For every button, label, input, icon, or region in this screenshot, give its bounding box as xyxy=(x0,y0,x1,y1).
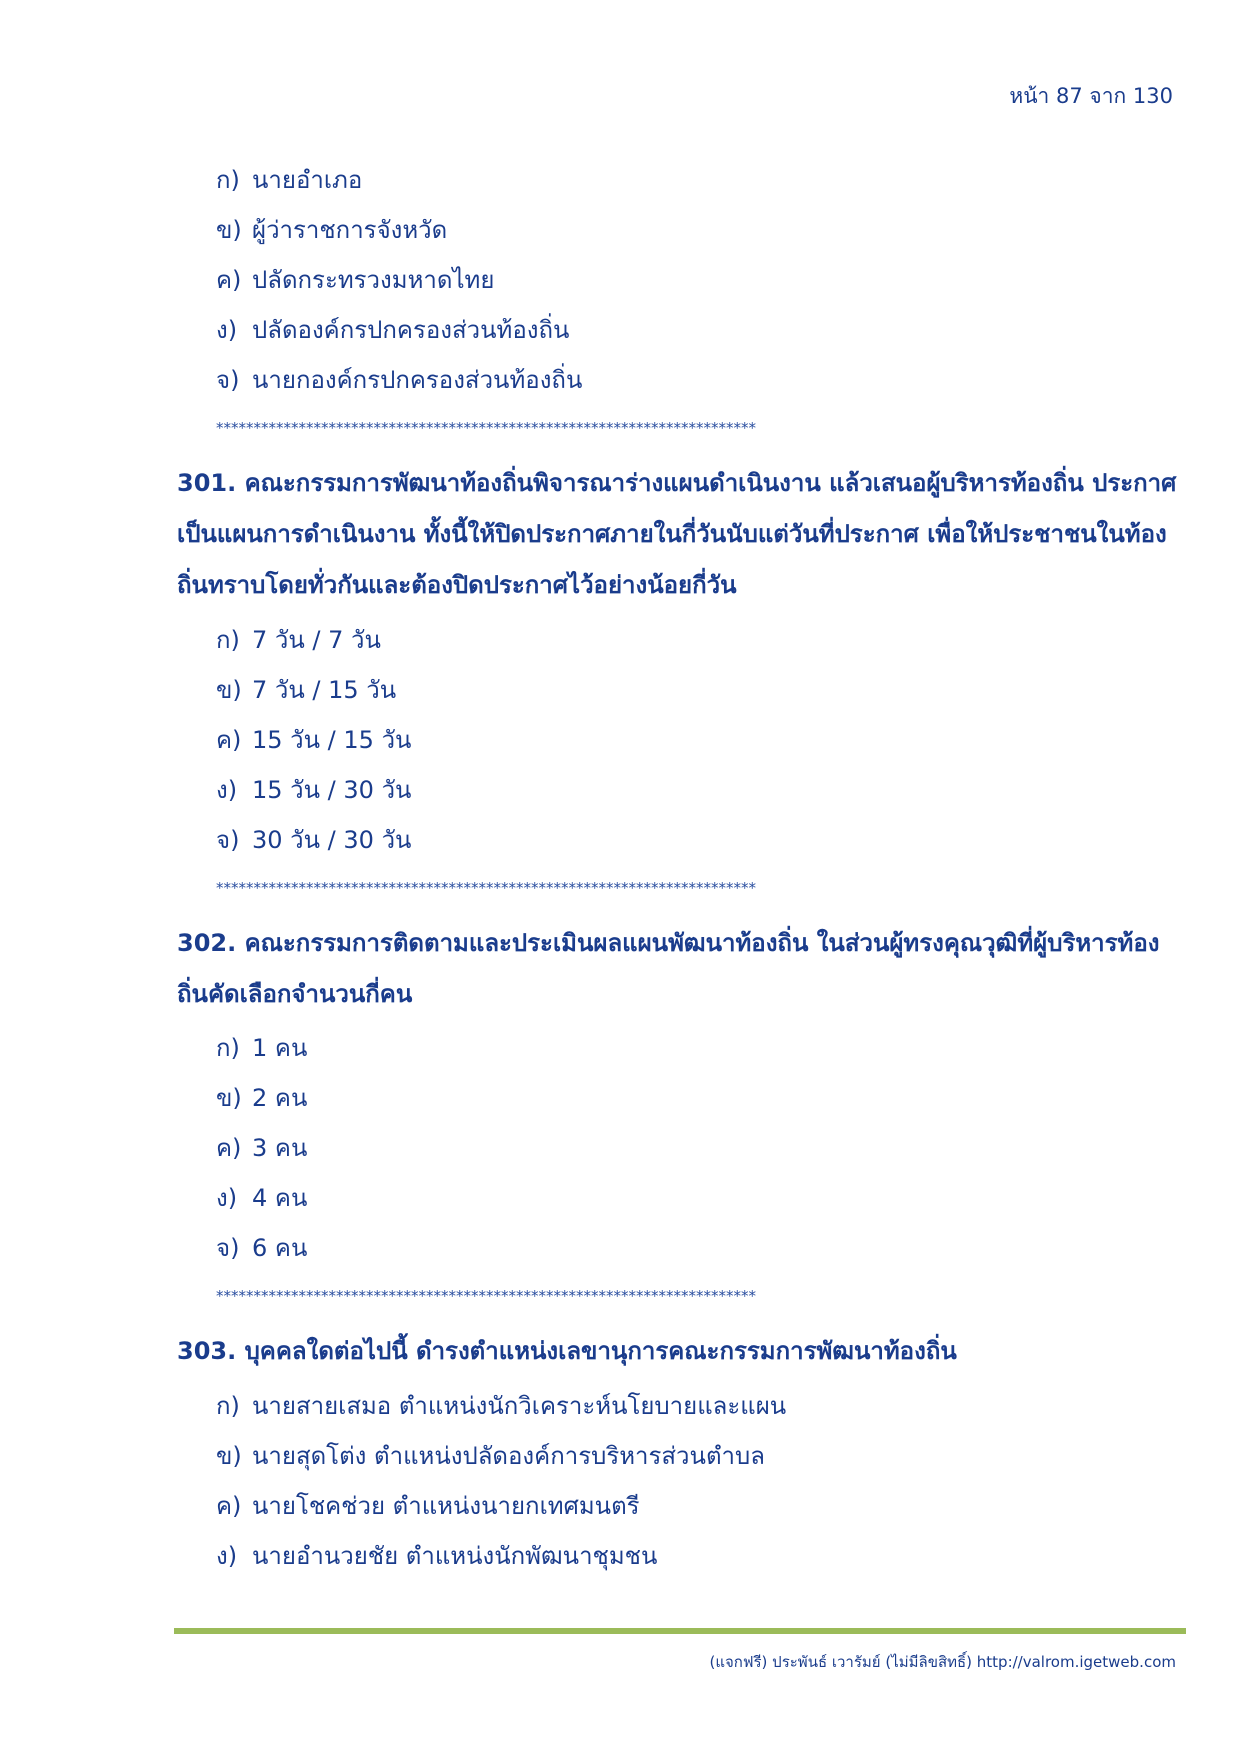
q301-option-c: ค) 15 วัน / 15 วัน xyxy=(216,726,412,754)
q303-option-c: ค) นายโชคช่วย ตำแหน่งนายกเทศมนตรี xyxy=(216,1492,640,1520)
q300-option-b: ข) ผู้ว่าราชการจังหวัด xyxy=(216,216,448,244)
q300-option-a: ก) นายอำเภอ xyxy=(216,166,363,194)
q303-option-d: ง) นายอำนวยชัย ตำแหน่งนักพัฒนาชุมชน xyxy=(216,1542,658,1570)
page-number: หน้า 87 จาก 130 xyxy=(1009,84,1173,108)
q301-option-d: ง) 15 วัน / 30 วัน xyxy=(216,776,412,804)
q302-option-d: ง) 4 คน xyxy=(216,1184,308,1212)
separator-2: ************************************************************************ xyxy=(216,879,756,897)
q302-option-b: ข) 2 คน xyxy=(216,1084,308,1112)
q301-option-e: จ) 30 วัน / 30 วัน xyxy=(216,826,412,854)
separator-1: ************************************************************************ xyxy=(216,419,756,437)
q302-option-e: จ) 6 คน xyxy=(216,1234,308,1262)
q302-option-c: ค) 3 คน xyxy=(216,1134,308,1162)
separator-3: ************************************************************************ xyxy=(216,1287,756,1305)
question-301: 301. คณะกรรมการพัฒนาท้องถิ่นพิจารณาร่างแผนดำเนินงาน แล้วเสนอผู้บริหารท้องถิ่น ประกาศเป็นแผนการดำเนินงาน ทั้งนี้ให้ปิดประกาศภายในกี่วันนับแต่วันที่ประกาศ เพื่อให้ประชาชนในท้องถิ่นทราบโดยทั่วกันและต้องปิดประกาศไว้อย่างน้อยกี่วัน xyxy=(177,469,1177,599)
question-302: 302. คณะกรรมการติดตามและประเมินผลแผนพัฒนาท้องถิ่น ในส่วนผู้ทรงคุณวุฒิที่ผู้บริหารท้องถิ่นคัดเลือกจำนวนกี่คน xyxy=(177,929,1160,1008)
question-303: 303. บุคคลใดต่อไปนี้ ดำรงตำแหน่งเลขานุการคณะกรรมการพัฒนาท้องถิ่น xyxy=(177,1337,957,1365)
q302-option-a: ก) 1 คน xyxy=(216,1034,308,1062)
footer-rule xyxy=(174,1628,1186,1634)
q301-option-a: ก) 7 วัน / 7 วัน xyxy=(216,626,381,654)
q303-option-b: ข) นายสุดโต่ง ตำแหน่งปลัดองค์การบริหารส่วนตำบล xyxy=(216,1442,765,1470)
q301-option-b: ข) 7 วัน / 15 วัน xyxy=(216,676,397,704)
q300-option-d: ง) ปลัดองค์กรปกครองส่วนท้องถิ่น xyxy=(216,316,570,344)
q303-option-a: ก) นายสายเสมอ ตำแหน่งนักวิเคราะห์นโยบายและแผน xyxy=(216,1392,787,1420)
footer-credit: (แจกฟรี) ประพันธ์ เวารัมย์ (ไม่มีลิขสิทธิ์) http://valrom.igetweb.com xyxy=(709,1653,1176,1671)
q300-option-c: ค) ปลัดกระทรวงมหาดไทย xyxy=(216,266,495,294)
q300-option-e: จ) นายกองค์กรปกครองส่วนท้องถิ่น xyxy=(216,366,583,394)
